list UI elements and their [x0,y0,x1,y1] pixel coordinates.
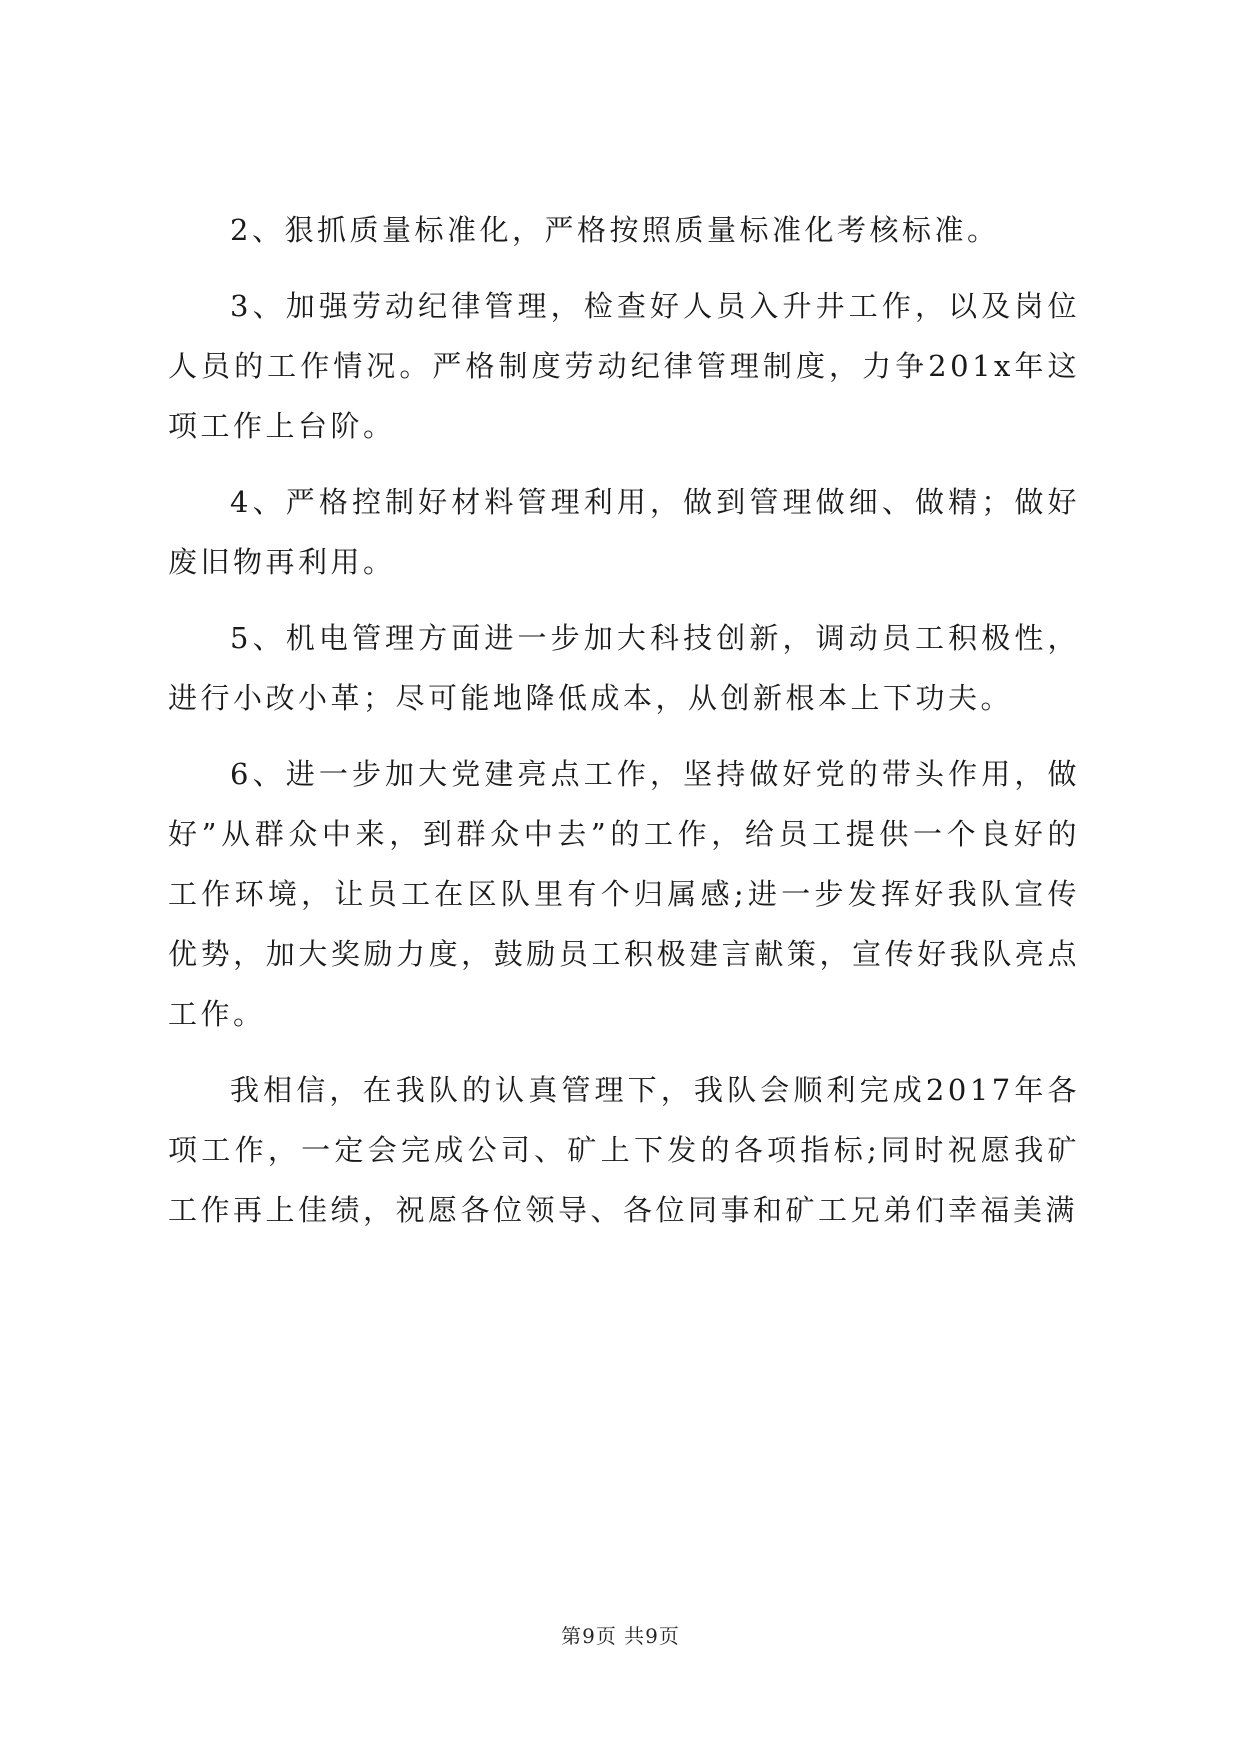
document-body [168,200,1080,1256]
page-footer: 第9页 共9页 [561,1624,680,1648]
paragraph-closing: 我相信，在我队的认真管理下，我队会顺利完成2017年各项工作，一定会完成公司、矿上下发的各项指标;同时祝愿我矿工作再上佳绩，祝愿各位领导、各位同事和矿工兄弟们幸福美满 [168,1073,1080,1227]
paragraph-item-6: 6、进一步加大党建亮点工作，坚持做好党的带头作用，做好”从群众中来，到群众中去”的工作，给员工提供一个良好的工作环境，让员工在区队里有个归属感;进一步发挥好我队宣传优势，加大奖励力度，鼓励员工积极建言献策，宣传好我队亮点工作。 [168,757,1080,1031]
paragraph-item-2: 2、狠抓质量标准化，严格按照质量标准化考核标准。 [230,213,1000,247]
paragraph-item-5: 5、机电管理方面进一步加大科技创新，调动员工积极性，进行小改小革；尽可能地降低成本，从创新根本上下功夫。 [168,621,1080,715]
paragraph-item-3: 3、加强劳动纪律管理，检查好人员入升井工作，以及岗位人员的工作情况。严格制度劳动纪律管理制度，力争201x年这项工作上台阶。 [168,289,1080,443]
paragraph-item-4: 4、严格控制好材料管理利用，做到管理做细、做精；做好废旧物再利用。 [168,485,1080,579]
